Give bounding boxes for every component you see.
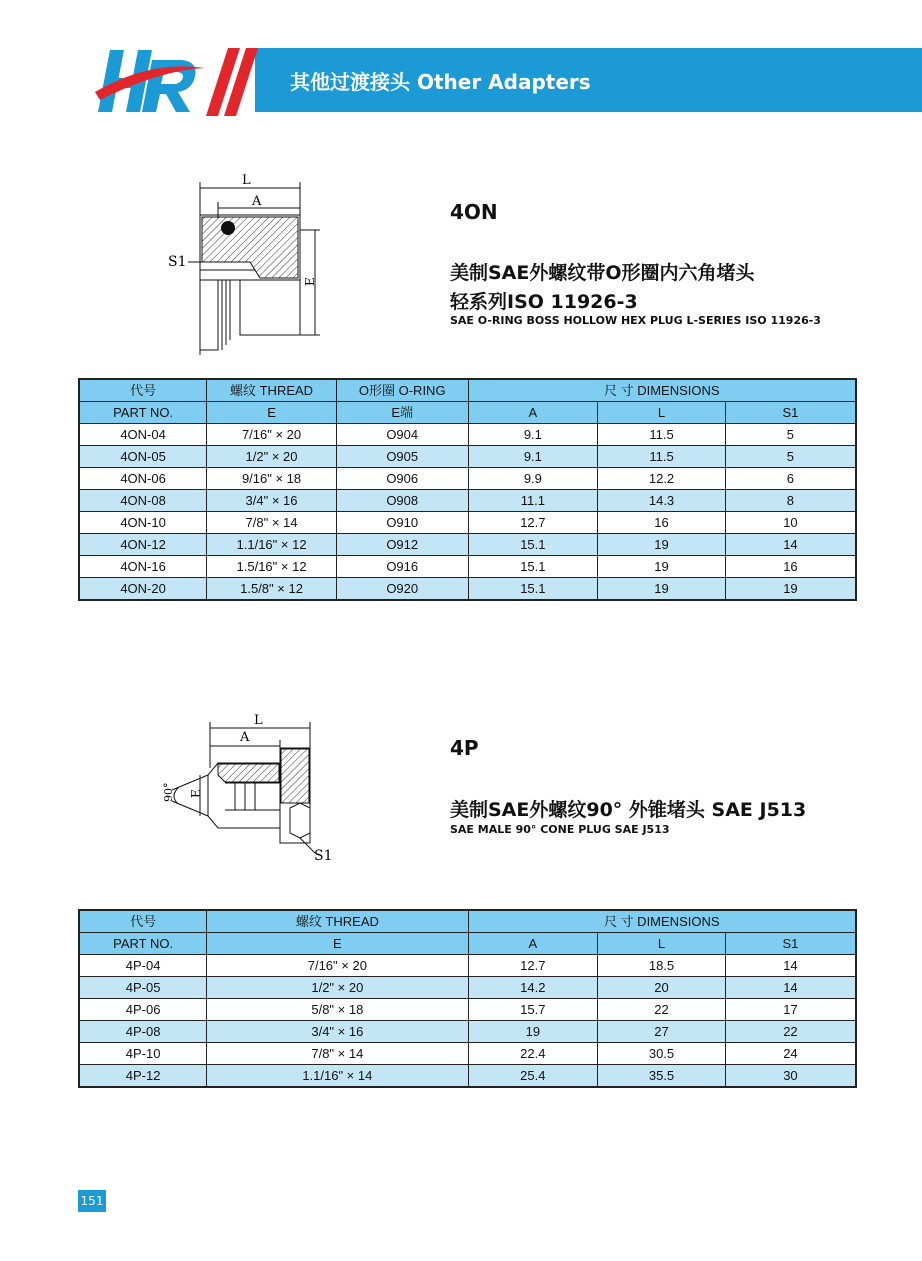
- table-cell: 30: [725, 1065, 856, 1088]
- table-cell: O916: [336, 556, 468, 578]
- h-code-en: PART NO.: [79, 402, 207, 424]
- table-cell: 11.5: [598, 446, 726, 468]
- table-row: [79, 578, 856, 601]
- table-row: [79, 1065, 856, 1088]
- table-cell: 25.4: [468, 1065, 598, 1088]
- table-cell: 30.5: [598, 1043, 726, 1065]
- table-cell: 14: [725, 955, 856, 977]
- table-cell: 14: [725, 977, 856, 999]
- table-cell: 5: [725, 446, 856, 468]
- table-cell: O912: [336, 534, 468, 556]
- h-s1: S1: [725, 933, 856, 955]
- 4on-technical-drawing: [160, 170, 335, 355]
- table-cell: 19: [598, 578, 726, 601]
- section2-code: 4P: [450, 736, 479, 760]
- label-s1: S1: [168, 254, 187, 270]
- table-cell: 4ON-10: [79, 512, 207, 534]
- table-row: [79, 955, 856, 977]
- table-cell: O910: [336, 512, 468, 534]
- table-cell: 22.4: [468, 1043, 598, 1065]
- table-row: [79, 999, 856, 1021]
- table-cell: 4P-04: [79, 955, 207, 977]
- table-row: [79, 1021, 856, 1043]
- table-cell: 10: [725, 512, 856, 534]
- table-cell: 4ON-08: [79, 490, 207, 512]
- section1-title-en: SAE O-RING BOSS HOLLOW HEX PLUG L-SERIES ISO 11926-3: [450, 314, 821, 327]
- table-cell: 5: [725, 424, 856, 446]
- table-cell: O920: [336, 578, 468, 601]
- h-dimensions: 尺 寸 DIMENSIONS: [468, 910, 856, 933]
- h-thread-sub: E: [207, 402, 337, 424]
- table-cell: 4ON-16: [79, 556, 207, 578]
- h-l: L: [598, 933, 726, 955]
- table-cell: 16: [725, 556, 856, 578]
- table-cell: 19: [598, 556, 726, 578]
- table-cell: 1.1/16" × 12: [207, 534, 337, 556]
- table-cell: 15.1: [468, 534, 598, 556]
- table-cell: 22: [725, 1021, 856, 1043]
- table-cell: O906: [336, 468, 468, 490]
- h-thread-sub: E: [207, 933, 468, 955]
- table-cell: 1.5/8" × 12: [207, 578, 337, 601]
- table-row: [79, 1043, 856, 1065]
- label-l: L: [242, 173, 251, 188]
- table-cell: 4ON-06: [79, 468, 207, 490]
- 4p-technical-drawing: [150, 708, 350, 868]
- table-cell: 6: [725, 468, 856, 490]
- label-l: L: [254, 713, 263, 728]
- table-cell: 1/2" × 20: [207, 446, 337, 468]
- table-cell: 3/4" × 16: [207, 490, 337, 512]
- table-cell: 14.2: [468, 977, 598, 999]
- h-thread: 螺纹 THREAD: [207, 379, 337, 402]
- h-oring: O形圈 O-RING: [336, 379, 468, 402]
- table-cell: 9.1: [468, 446, 598, 468]
- table-cell: 11.5: [598, 424, 726, 446]
- table-cell: 4ON-04: [79, 424, 207, 446]
- table-cell: 7/16" × 20: [207, 424, 337, 446]
- table-cell: 1/2" × 20: [207, 977, 468, 999]
- table-cell: 12.2: [598, 468, 726, 490]
- table-cell: 3/4" × 16: [207, 1021, 468, 1043]
- table-cell: 27: [598, 1021, 726, 1043]
- h-code-cn: 代号: [79, 910, 207, 933]
- table-row: [79, 446, 856, 468]
- table-cell: 4P-05: [79, 977, 207, 999]
- section2-title-cn: 美制SAE外螺纹90° 外锥堵头 SAE J513: [450, 799, 807, 821]
- h-code-en: PART NO.: [79, 933, 207, 955]
- section1-title-cn-2: 轻系列ISO 11926-3: [450, 291, 638, 313]
- h-a: A: [468, 933, 598, 955]
- page-title: 其他过渡接头 Other Adapters: [290, 70, 591, 94]
- table-cell: 7/8" × 14: [207, 512, 337, 534]
- table-cell: 4ON-12: [79, 534, 207, 556]
- h-l: L: [598, 402, 726, 424]
- 4on-spec-table: [78, 378, 857, 601]
- table-cell: 4ON-20: [79, 578, 207, 601]
- section2-title-en: SAE MALE 90° CONE PLUG SAE J513: [450, 823, 670, 836]
- table-cell: 18.5: [598, 955, 726, 977]
- table-cell: O904: [336, 424, 468, 446]
- table-cell: 24: [725, 1043, 856, 1065]
- table-cell: 5/8" × 18: [207, 999, 468, 1021]
- table-cell: 16: [598, 512, 726, 534]
- table-cell: 14.3: [598, 490, 726, 512]
- table-cell: 15.1: [468, 578, 598, 601]
- label-e: E: [303, 277, 317, 286]
- page-number: 151: [78, 1190, 106, 1212]
- table-cell: 1.1/16" × 14: [207, 1065, 468, 1088]
- table-cell: 11.1: [468, 490, 598, 512]
- table-cell: 35.5: [598, 1065, 726, 1088]
- h-thread: 螺纹 THREAD: [207, 910, 468, 933]
- table-cell: 9.9: [468, 468, 598, 490]
- table-cell: 14: [725, 534, 856, 556]
- table-cell: 12.7: [468, 955, 598, 977]
- table-cell: 7/16" × 20: [207, 955, 468, 977]
- table-cell: 17: [725, 999, 856, 1021]
- table-cell: 22: [598, 999, 726, 1021]
- h-oring-sub: E端: [336, 402, 468, 424]
- table-cell: 12.7: [468, 512, 598, 534]
- h-s1: S1: [725, 402, 856, 424]
- h-code-cn: 代号: [79, 379, 207, 402]
- table-cell: 15.7: [468, 999, 598, 1021]
- label-e: E: [189, 789, 203, 798]
- table-cell: 20: [598, 977, 726, 999]
- table-cell: O905: [336, 446, 468, 468]
- table-cell: 4P-08: [79, 1021, 207, 1043]
- table-cell: 4P-10: [79, 1043, 207, 1065]
- table-cell: 4P-06: [79, 999, 207, 1021]
- h-dimensions: 尺 寸 DIMENSIONS: [468, 379, 856, 402]
- h-a: A: [468, 402, 598, 424]
- table-cell: O908: [336, 490, 468, 512]
- table-row: [79, 468, 856, 490]
- table-row: [79, 512, 856, 534]
- table-cell: 4ON-05: [79, 446, 207, 468]
- table-cell: 19: [598, 534, 726, 556]
- table-cell: 1.5/16" × 12: [207, 556, 337, 578]
- table-cell: 19: [725, 578, 856, 601]
- label-angle: 90°: [162, 782, 175, 802]
- table-cell: 9/16" × 18: [207, 468, 337, 490]
- table-row: [79, 534, 856, 556]
- label-a: A: [240, 730, 250, 745]
- label-s1: S1: [314, 848, 333, 864]
- table-cell: 8: [725, 490, 856, 512]
- table-cell: 15.1: [468, 556, 598, 578]
- table-cell: 7/8" × 14: [207, 1043, 468, 1065]
- section1-code: 4ON: [450, 200, 498, 224]
- table-row: [79, 556, 856, 578]
- label-a: A: [252, 194, 262, 209]
- table-row: [79, 490, 856, 512]
- table-row: [79, 977, 856, 999]
- 4p-spec-table: [78, 909, 857, 1088]
- table-cell: 19: [468, 1021, 598, 1043]
- brand-logo: [90, 40, 290, 120]
- table-cell: 4P-12: [79, 1065, 207, 1088]
- table-row: [79, 424, 856, 446]
- section1-title-cn-1: 美制SAE外螺纹带O形圈内六角堵头: [450, 262, 755, 284]
- table-cell: 9.1: [468, 424, 598, 446]
